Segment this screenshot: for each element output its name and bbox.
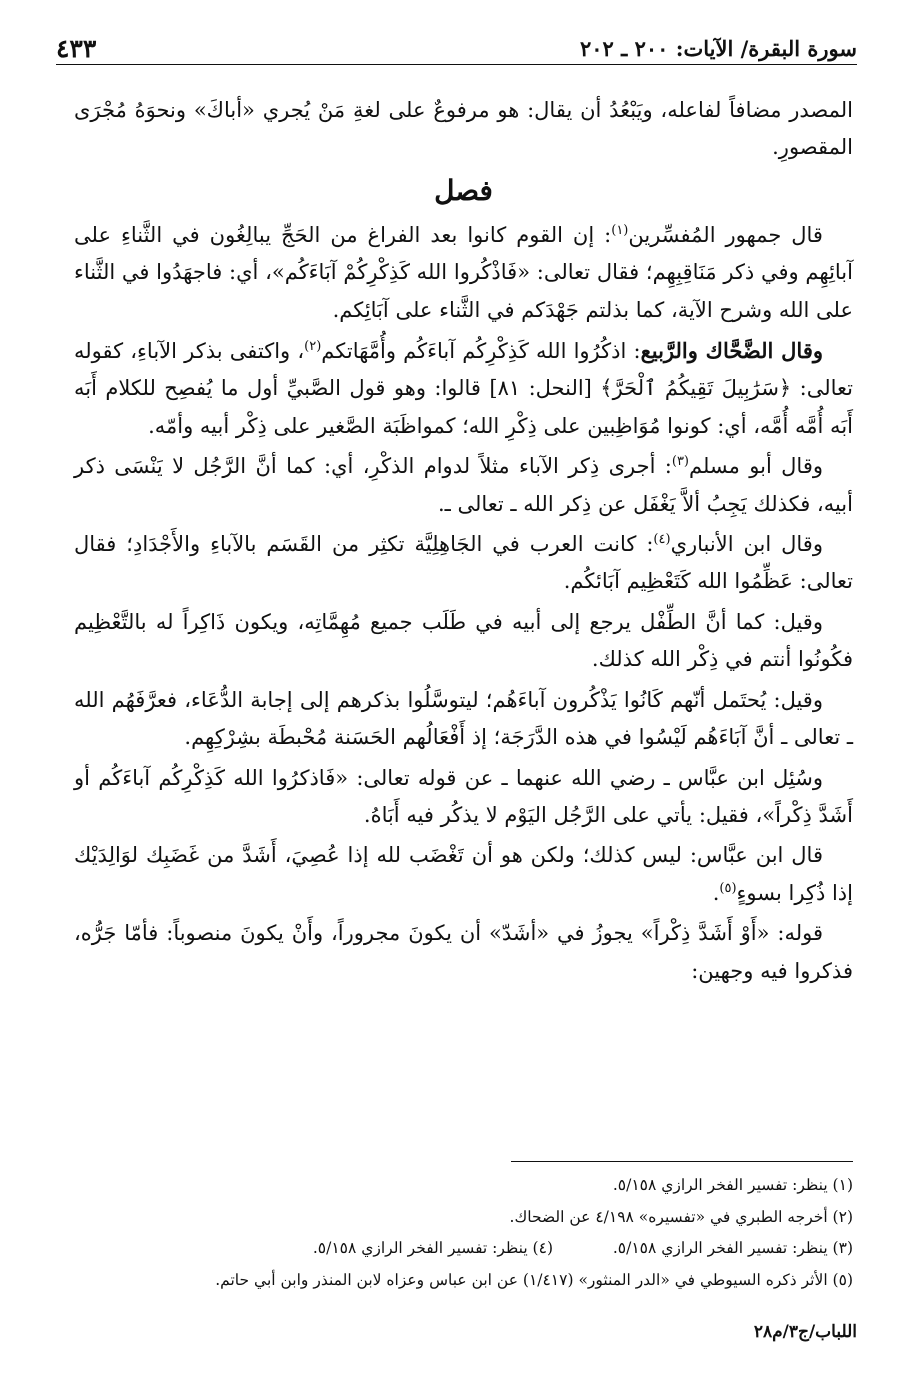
footnote-ref-5: (٥)	[719, 880, 737, 896]
page-number: ٤٣٣	[56, 34, 97, 63]
intro-paragraph: المصدر مضافاً لفاعله، ويَبْعُدُ أن يقال: هو مرفوعٌ على لغةِ مَنْ يُجري «أباكَ» ونحوَهُ مُجْرَى المقصورِ.	[74, 98, 853, 160]
footnote-1: (١) ينظر: تفسير الفخر الرازي ٥/١٥٨.	[612, 1176, 853, 1194]
paragraph-4	[74, 526, 853, 601]
footnote-3: (٣) ينظر: تفسير الفخر الرازي ٥/١٥٨.	[612, 1239, 853, 1257]
section-title: فصل	[434, 173, 493, 207]
paragraph-3-text: وقال أبو مسلم	[689, 454, 824, 479]
running-header	[56, 28, 857, 65]
footnote-4: (٤) ينظر: تفسير الفخر الرازي ٥/١٥٨.	[312, 1239, 553, 1257]
paragraph-5: وقيل: كما أنَّ الطِّفْل يرجع إلى أبيه في طَلَب جميع مُهِمَّاتِه، ويكون ذَاكِراً له بالتَّعْظِيم فكُونُوا أنتم في ذِكْر الله كذلك.	[74, 609, 853, 672]
paragraph-7: وسُئِل ابن عبَّاس ـ رضي الله عنهما ـ عن قوله تعالى: «فَاذكرُوا الله كَذِكْرِكُم آباءَكُم أو أَشَدَّ ذِكْراً»، فقيل: يأتي على الرَّجُل اليَوْم لا يذكُر فيه أَبَاهُ.	[74, 765, 853, 827]
paragraph-4-rest: : كانت العرب في الجَاهِلِيَّة تكثِر من القَسَم بالآباءِ والأَجْدَادِ؛ فقال تعالى: عَظِّمُوا الله كَتَعْظِيم آبَائكُم.	[74, 532, 853, 594]
header-title: سورة البقرة/ الآيات: ٢٠٠ ـ ٢٠٢	[579, 36, 857, 61]
paragraph-2	[74, 332, 853, 445]
footnote-ref-2: (٢)	[304, 339, 322, 355]
paragraph-6: وقيل: يُحتَمل أنّهم كَانُوا يَذْكُرون آباءَهُم؛ ليتوسَّلُوا بذكرهم إلى إجابة الدُّعَاء، فعرَّفَهُم الله ـ تعالى ـ أنَّ آبَاءَهُم لَيْسُوا في هذه الدَّرَجَة؛ إذ أَفْعَالُهم الحَسَنة مُحْبطَة بشِرْكِهِم.	[74, 687, 853, 750]
paragraph-1-text: قال جمهور المُفسِّرين	[628, 222, 823, 247]
paragraph-1	[74, 217, 853, 329]
footnote-divider	[511, 1161, 853, 1162]
paragraph-2-lead: وقال الضَّحَّاك والرَّبيع	[640, 338, 824, 364]
footnote-row	[74, 1233, 853, 1265]
footnote-5: (٥) الأثر ذكره السيوطي في «الدر المنثور» (١/٤١٧) عن ابن عباس وعزاه لابن المنذر وابن أبي حاتم.	[215, 1270, 853, 1289]
paragraph-9: قوله: «أَوْ أَشَدَّ ذِكْراً» يجوزُ في «أشَدّ» أن يكونَ مجروراً، وأَنْ يكونَ منصوباً: فأمّا جَرُّه، فذكروا فيه وجهين:	[74, 921, 853, 983]
footnote-ref-3: (٣)	[671, 454, 689, 470]
paragraph-3	[74, 448, 853, 523]
footnote-ref-1: (١)	[611, 222, 629, 238]
paragraph-8-rest: .	[712, 880, 720, 905]
paragraph-1-rest: : إن القوم كانوا بعد الفراغ من الحَجِّ يبالِغُون في الثَّناءِ على آبائِهِم وفي ذكر مَنَاقِبِهِم؛ فقال تعالى: «فَاذْكُروا الله كَذِكْرِكُمْ آبَاءَكُم»، أي: فاجهَدُوا في الثَّناء على الله وشرح الآية، كما بذلتم جَهْدَكم في الثَّناء على آبَائِكم.	[74, 222, 853, 322]
footnotes	[74, 1170, 853, 1296]
paragraph-8	[74, 837, 853, 912]
footnote-ref-4: (٤)	[653, 532, 671, 548]
footnote-2: (٢) أخرجه الطبري في «تفسيره» ٤/١٩٨ عن الضحاك.	[509, 1207, 853, 1226]
paragraph-4-text: وقال ابن الأنباري	[670, 532, 823, 557]
paragraph-2-text: : اذكُرُوا الله كَذِكْرِكُم آباءَكُم وأُمَّهَاتكم	[321, 339, 641, 364]
paragraph-2-rest: ، واكتفى بذكر الآباءِ، كقوله تعالى: ﴿سَرَٰبِيلَ تَقِيكُمُ ٱلْحَرَّ﴾ [النحل: ٨١] قالوا: وهو قول الصَّبيِّ أول ما يُفصِح للكلام أَبَه أَبَه أُمَّه أُمَّه، أي: كونوا مُوَاظِبين على ذِكْرِ الله؛ كمواظَبَة الصَّغير على ذِكْر أبيه وأمّه.	[74, 339, 853, 438]
page-body	[74, 92, 853, 990]
paragraph-3-rest: : أجرى ذِكر الآباء مثلاً لدوام الذكْرِ، أي: كما أنَّ الرَّجُل لا يَنْسَى ذكر أبيه، فكذلك يَجِبُ ألاَّ يَغْفَل عن ذِكر الله ـ تعالى ـ.	[74, 454, 853, 516]
signature-mark: اللباب/ج٣/م٢٨	[753, 1322, 857, 1342]
paragraph-8-text: قال ابن عبَّاس: ليس كذلك؛ ولكن هو أن تَغْضَب لله إذا عُصِيَ، أَشَدَّ من غَضَبِك لوَالِدَيْك إذا ذُكِرا بسوءٍ	[74, 843, 853, 905]
